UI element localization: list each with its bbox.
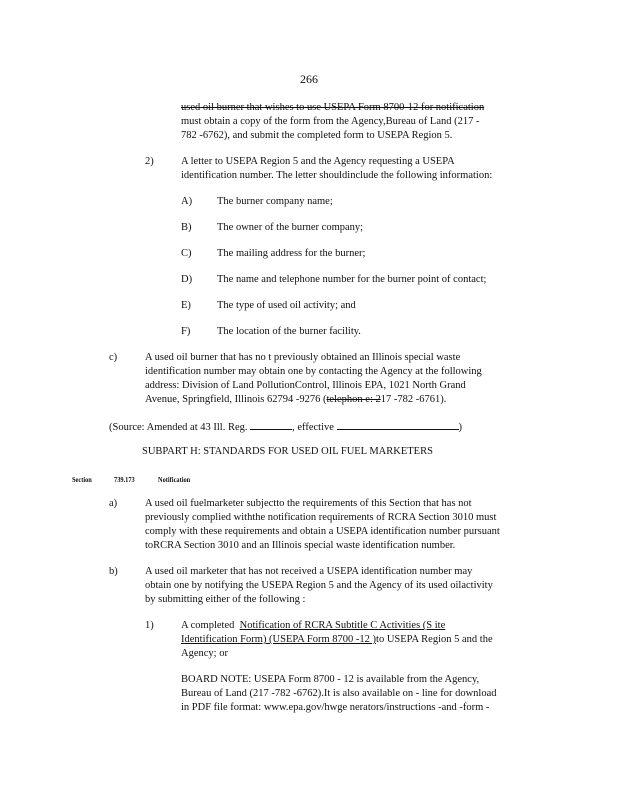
text-line: A used oil burner that has no t previously obtained an Illinois special waste xyxy=(145,352,461,363)
list-label: a) xyxy=(109,498,118,509)
list-label: 1) xyxy=(145,620,154,631)
text-line: comply with these requirements and obtain a USEPA identification number pursuant xyxy=(145,526,500,537)
source-note xyxy=(109,419,462,435)
text-line: A letter to USEPA Region 5 and the Agency requesting a USEPA xyxy=(181,156,455,167)
list-label: c) xyxy=(109,352,118,363)
list-item: The name and telephone number for the burner point of contact; xyxy=(217,274,487,285)
text-span: A completed xyxy=(181,620,235,631)
source-prefix: (Source: Amended at 43 Ill. Reg. xyxy=(109,422,248,433)
text-line: identification number may obtain one by contacting the Agency at the following xyxy=(145,366,482,377)
list-label: 2) xyxy=(145,156,154,167)
section-label: Section xyxy=(72,475,92,484)
blank-effective xyxy=(337,419,459,430)
board-note-line: in PDF file format: www.epa.gov/hwge nerators/instructions -and -form - xyxy=(181,702,490,713)
text-line: identification number. The letter shouldinclude the following information: xyxy=(181,170,493,181)
blank-reg xyxy=(250,419,292,430)
text-line: must obtain a copy of the form from the Agency,Bureau of Land (217 - xyxy=(181,116,480,127)
list-label: A) xyxy=(181,196,193,207)
list-label: D) xyxy=(181,274,193,285)
list-item: The owner of the burner company; xyxy=(217,222,364,233)
struck-text: telephon e: 2 xyxy=(326,394,381,405)
board-note-line: Bureau of Land (217 -782 -6762).It is also available on - line for download xyxy=(181,688,497,699)
address-text: Avenue, Springfield, Illinois 62794 -9276 ( xyxy=(145,394,327,405)
source-effective: , effective xyxy=(292,422,334,433)
text-line: Agency; or xyxy=(181,648,228,659)
text-line: toRCRA Section 3010 and an Illinois special waste identification number. xyxy=(145,540,456,551)
text-line: previously complied withthe notification requirements of RCRA Section 3010 must xyxy=(145,512,497,523)
list-label: C) xyxy=(181,248,192,259)
board-note-line: BOARD NOTE: USEPA Form 8700 - 12 is available from the Agency, xyxy=(181,674,480,685)
text-line: 782 -6762), and submit the completed form to USEPA Region 5. xyxy=(181,130,453,141)
page-number: 266 xyxy=(300,72,318,86)
list-label: B) xyxy=(181,222,192,233)
form-title-link: Notification of RCRA Subtitle C Activities (S ite xyxy=(239,620,446,631)
text-line: address: Division of Land PollutionControl, Illinois EPA, 1021 North Grand xyxy=(145,380,466,391)
text-line: A used oil marketer that has not received a USEPA identification number may xyxy=(145,566,473,577)
text-line: obtain one by notifying the USEPA Region 5 and the Agency of its used oilactivity xyxy=(145,580,493,591)
text-line xyxy=(181,633,493,647)
list-item: The location of the burner facility. xyxy=(217,326,361,337)
list-label: F) xyxy=(181,326,191,337)
text-span: to USEPA Region 5 and the xyxy=(376,634,493,645)
list-item: The type of used oil activity; and xyxy=(217,300,356,311)
list-label: E) xyxy=(181,300,191,311)
list-label: b) xyxy=(109,566,118,577)
form-title-link: Identification Form) (USEPA Form 8700 -12 ) xyxy=(181,634,377,645)
list-item: The mailing address for the burner; xyxy=(217,248,366,259)
text-line xyxy=(145,393,446,407)
text-line: A used oil fuelmarketer subjectto the requirements of this Section that has not xyxy=(145,498,472,509)
text-line xyxy=(181,619,445,633)
source-suffix: ) xyxy=(458,422,463,433)
section-number: 739.173 xyxy=(114,475,135,484)
list-item: The burner company name; xyxy=(217,196,333,207)
struck-text-line: used oil burner that wishes to use USEPA Form 8700-12 for notification xyxy=(181,102,485,113)
section-title: Notification xyxy=(158,475,191,484)
phone-text: 17 -782 -6761). xyxy=(380,394,447,405)
text-line: by submitting either of the following : xyxy=(145,594,306,605)
subpart-title: SUBPART H: STANDARDS FOR USED OIL FUEL MARKETERS xyxy=(142,446,433,457)
